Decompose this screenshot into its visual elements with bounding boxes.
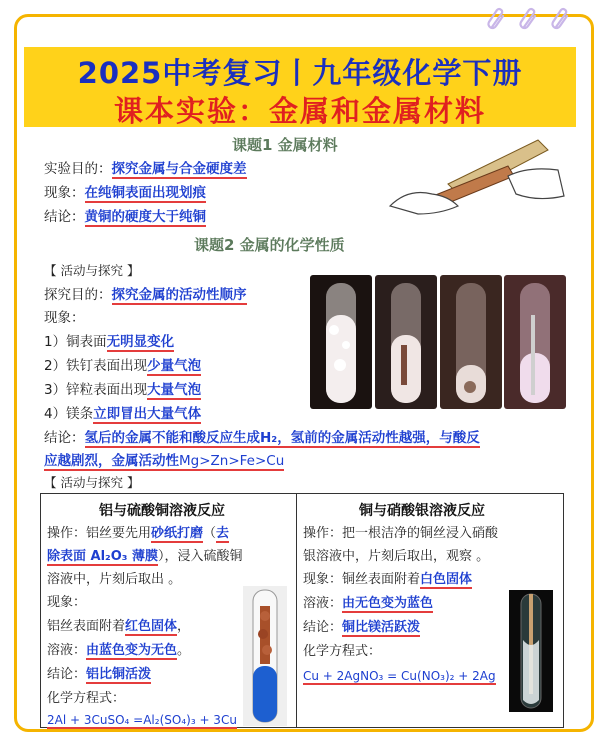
left-phen-label: 现象：: [47, 595, 87, 610]
left-equation-label: 化学方程式：: [47, 691, 126, 706]
right-op-line1: 操作：把一根洁净的铜丝浸入硝酸: [303, 526, 499, 541]
right-op-line2: 银溶液中，片刻后取出，观察 。: [303, 549, 490, 564]
right-cell-title: 铜与硝酸银溶液反应: [359, 503, 485, 519]
observation-item: 4）镁条立即冒出大量气体: [44, 406, 202, 422]
right-conclusion: 结论：铜比镁活跃泼: [303, 620, 421, 635]
table-divider: [296, 494, 297, 727]
left-phenomenon: 铝丝表面附着红色固体，: [47, 619, 191, 634]
paperclip-icon: [486, 7, 508, 33]
activity-label: 【 活动与探究 】: [44, 263, 140, 278]
test-tube-photo: [504, 275, 566, 409]
topic1-conclusion: 结论：黄铜的硬度大于纯铜: [44, 209, 206, 225]
scratch-test-illustration: [388, 136, 566, 218]
topic1-purpose: 实验目的：探究金属与合金硬度差: [44, 161, 247, 177]
topic2-phenomenon-label: 现象：: [44, 310, 85, 326]
left-solution: 溶液：由蓝色变为无色。: [47, 643, 191, 658]
test-tube-photo: [375, 275, 437, 409]
left-equation: 2Al + 3CuSO₄ =Al₂(SO₄)₃ + 3Cu: [47, 713, 237, 727]
right-equation-label: 化学方程式：: [303, 644, 382, 659]
page-header: [24, 47, 576, 127]
aluminum-test-tube-photo: [243, 586, 287, 726]
observation-item: 2）铁钉表面出现少量气泡: [44, 358, 202, 374]
paperclip-icon: [550, 7, 572, 33]
page-title: 2025中考复习丨九年级化学下册: [77, 56, 523, 90]
topic2-conclusion-line2: 应越剧烈，金属活动性Mg>Zn>Fe>Cu: [44, 453, 285, 469]
left-op-line2: 除表面 Al₂O₃ 薄膜），浸入硫酸铜: [47, 549, 243, 564]
page-subtitle: 课本实验：金属和金属材料: [113, 94, 486, 128]
topic1-title: 课题1 金属材料: [232, 136, 338, 154]
right-phenomenon: 现象：铜丝表面附着白色固体: [303, 572, 473, 587]
paperclip-icon: [518, 7, 540, 33]
topic2-conclusion-line1: 结论：氢后的金属不能和酸反应生成H₂，氢前的金属活动性越强，与酸反: [44, 430, 480, 446]
activity-label: 【 活动与探究 】: [44, 475, 140, 490]
left-op-line3: 溶液中，片刻后取出 。: [47, 572, 182, 587]
test-tube-photo: [440, 275, 502, 409]
right-equation: Cu + 2AgNO₃ = Cu(NO₃)₂ + 2Ag: [303, 669, 496, 683]
copper-test-tube-photo: [509, 590, 553, 712]
topic2-title: 课题2 金属的化学性质: [194, 236, 345, 254]
experiment-table: [40, 493, 564, 728]
topic1-phenomenon: 现象：在纯铜表面出现划痕: [44, 185, 206, 201]
right-solution: 溶液：由无色变为蓝色: [303, 596, 434, 611]
observation-item: 1）铜表面无明显变化: [44, 334, 175, 350]
test-tube-photo: [310, 275, 372, 409]
left-cell-title: 铝与硫酸铜溶液反应: [99, 503, 225, 519]
topic2-purpose: 探究目的：探究金属的活动性顺序: [44, 287, 247, 303]
observation-item: 3）锌粒表面出现大量气泡: [44, 382, 202, 398]
left-op-line1: 操作：铝丝要先用砂纸打磨（去: [47, 526, 230, 541]
left-conclusion: 结论：铝比铜活泼: [47, 667, 152, 682]
